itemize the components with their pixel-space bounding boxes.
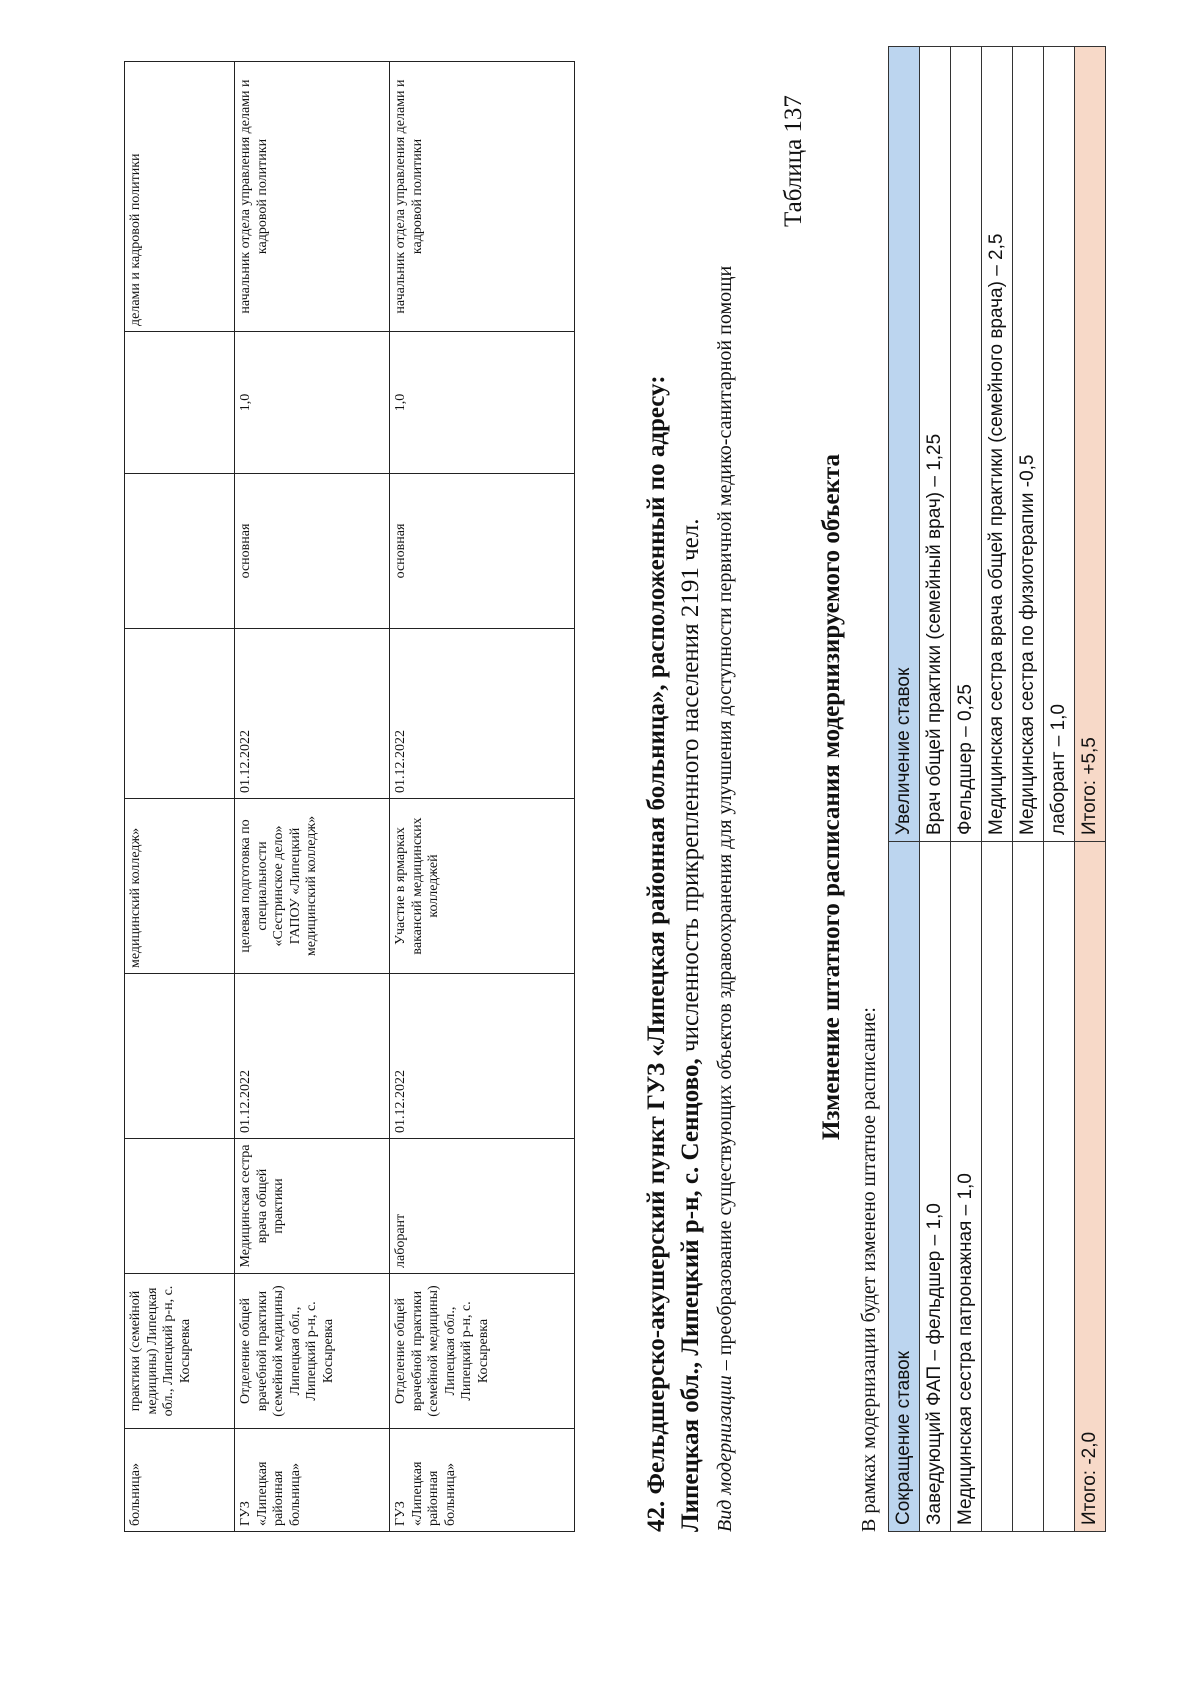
table-cell: целевая подготовка по специальности «Сестринское дело» ГАПОУ «Липецкий медицинский колледж» — [235, 799, 390, 974]
facility-heading — [640, 62, 708, 1532]
table-cell: Медицинская сестра врача общей практики — [235, 1139, 390, 1274]
table-row — [920, 47, 951, 1532]
table-cell: ГУЗ «Липецкая районная больница» — [390, 1429, 575, 1532]
table-cell: Медицинская сестра врача общей практики (семейного врача) – 2,5 — [982, 47, 1013, 842]
header-increase: Увеличение ставок — [889, 47, 920, 842]
table-cell: 01.12.2022 — [235, 629, 390, 799]
table-cell: ГУЗ «Липецкая районная больница» — [235, 1429, 390, 1532]
modernization-label: Вид модернизации — [714, 1375, 736, 1532]
table-cell: начальник отдела управления делами и кадровой политики — [390, 62, 575, 332]
table-row — [951, 47, 982, 1532]
table-row — [125, 62, 235, 1532]
table-number-label: Таблица 137 — [780, 95, 807, 227]
total-increase: Итого: +5,5 — [1075, 47, 1106, 842]
table-cell: 1,0 — [390, 332, 575, 474]
table-cell: основная — [235, 474, 390, 629]
facility-heading-line2 — [674, 62, 708, 1532]
table-cell: Отделение общей врачебной практики (семейной медицины) Липецкая обл., Липецкий р-н, с. Косыревка — [390, 1274, 575, 1429]
table-row — [982, 47, 1013, 1532]
table-cell: лаборант – 1,0 — [1044, 47, 1075, 842]
table-row — [1044, 47, 1075, 1532]
table-cell: 1,0 — [235, 332, 390, 474]
total-reduction: Итого: -2,0 — [1075, 842, 1106, 1532]
table-cell — [125, 332, 235, 474]
table-cell: 01.12.2022 — [235, 974, 390, 1139]
table-cell — [982, 842, 1013, 1532]
table-cell — [1013, 842, 1044, 1532]
table-cell — [125, 974, 235, 1139]
table-cell: Заведующий ФАП – фельдшер – 1,0 — [920, 842, 951, 1532]
table-cell: практики (семейной медицины) Липецкая обл., Липецкий р-н, с. Косыревка — [125, 1274, 235, 1429]
facility-address: Липецкая обл., Липецкий р-н, с. Сенцово, — [677, 1058, 704, 1532]
facility-heading-line1: 42. Фельдшерско-акушерский пункт ГУЗ «Липецкая районная больница», расположенный по адресу: — [643, 375, 670, 1532]
table-cell: основная — [390, 474, 575, 629]
table-cell: Фельдшер – 0,25 — [951, 47, 982, 842]
table-cell: Участие в ярмарках вакансий медицинских колледжей — [390, 799, 575, 974]
table-cell — [125, 629, 235, 799]
table-cell: медицинский колледж» — [125, 799, 235, 974]
modernization-type — [712, 62, 739, 1532]
table-cell: 01.12.2022 — [390, 974, 575, 1139]
table-cell: больница» — [125, 1429, 235, 1532]
population-text: численность прикрепленного населения 2191 чел. — [677, 518, 704, 1059]
table-cell: делами и кадровой политики — [125, 62, 235, 332]
modernization-text: – преобразование существующих объектов здравоохранения для улучшения доступности первичной медико-санитарной помощи — [714, 265, 736, 1376]
table-cell: 01.12.2022 — [390, 629, 575, 799]
section-title: Изменение штатного расписания модернизируемого объекта — [818, 454, 845, 1140]
table-cell: лаборант — [390, 1139, 575, 1274]
table-row — [1013, 47, 1044, 1532]
table-cell — [125, 474, 235, 629]
total-row — [1075, 47, 1106, 1532]
intro-text: В рамках модернизации будет изменено штатное расписание: — [858, 1007, 880, 1532]
header-reduction: Сокращение ставок — [889, 842, 920, 1532]
table-row — [390, 62, 575, 1532]
table-cell: Медицинская сестра патронажная – 1,0 — [951, 842, 982, 1532]
table-row — [235, 62, 390, 1532]
table-cell — [125, 1139, 235, 1274]
table-cell: Медицинская сестра по физиотерапии -0,5 — [1013, 47, 1044, 842]
table-cell — [1044, 842, 1075, 1532]
continuation-table — [124, 61, 575, 1532]
table-header-row — [889, 47, 920, 1532]
staffing-change-table — [888, 46, 1106, 1532]
table-cell: Отделение общей врачебной практики (семейной медицины) Липецкая обл., Липецкий р-н, с. Косыревка — [235, 1274, 390, 1429]
table-cell: начальник отдела управления делами и кадровой политики — [235, 62, 390, 332]
table-cell: Врач общей практики (семейный врач) – 1,25 — [920, 47, 951, 842]
